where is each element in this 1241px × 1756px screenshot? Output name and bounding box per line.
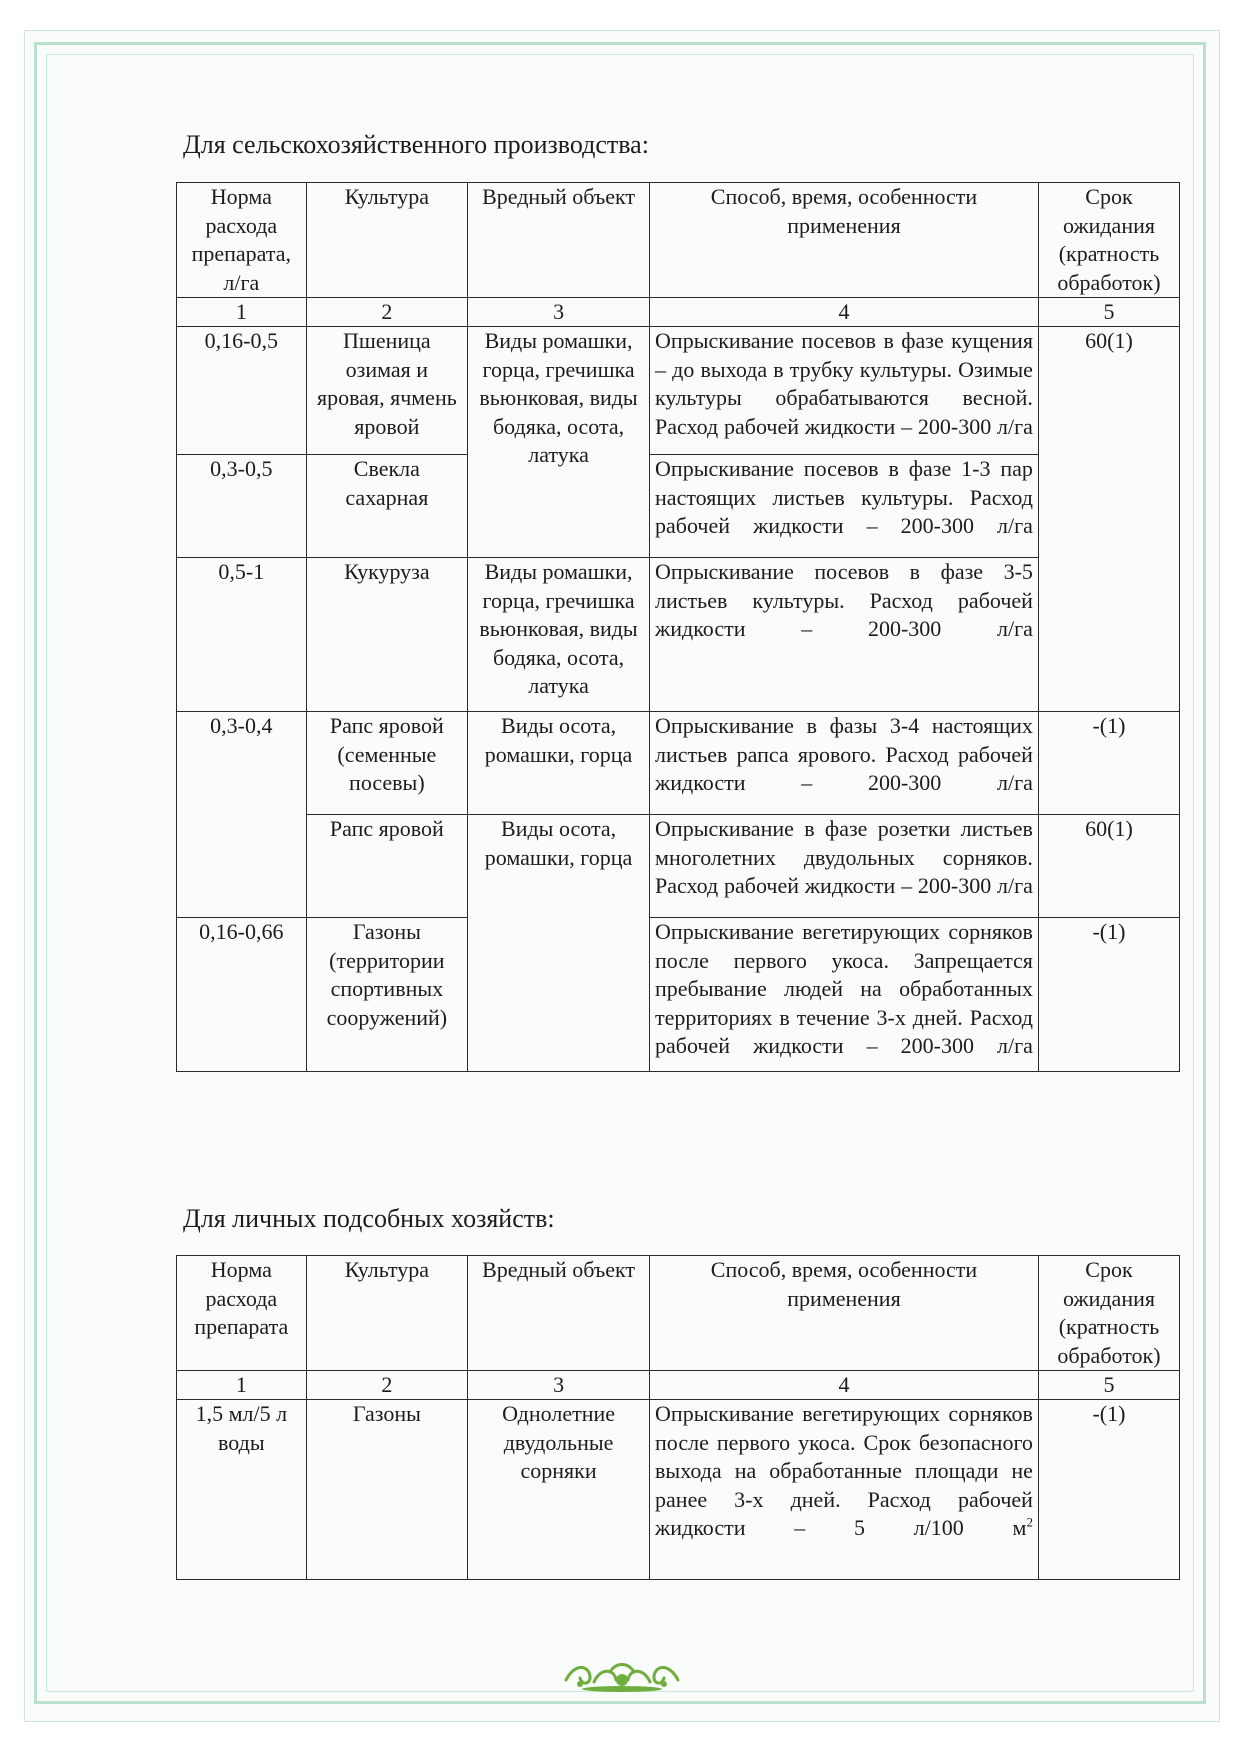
rate-cell: 0,3-0,4 bbox=[177, 712, 307, 918]
rate-cell: 0,16-0,5 bbox=[177, 327, 307, 455]
header-cell: Норма расхода препарата, л/га bbox=[177, 183, 307, 298]
header-cell: Срок ожидания (кратность обработок) bbox=[1038, 1256, 1179, 1371]
crop-cell: Газоны (территории спортивных сооружений) bbox=[306, 918, 467, 1072]
table-row bbox=[177, 455, 1180, 558]
column-number: 1 bbox=[177, 1371, 307, 1400]
method-text: Опрыскивание вегетирующих сорняков после первого укоса. Срок безопасного выхода на обработанные площади не ранее 3-х дней. Расход рабочей жидкости – 5 л/100 м bbox=[655, 1401, 1033, 1540]
header-cell: Культура bbox=[306, 183, 467, 298]
rate-cell: 1,5 мл/5 л воды bbox=[177, 1400, 307, 1580]
method-cell: Опрыскивание посевов в фазе 3-5 листьев культуры. Расход рабочей жидкости – 200-300 л/га bbox=[650, 558, 1039, 712]
crop-cell: Рапс яровой bbox=[306, 815, 467, 918]
method-cell bbox=[650, 1400, 1039, 1580]
header-cell: Вредный объект bbox=[468, 1256, 650, 1371]
method-cell: Опрыскивание вегетирующих сорняков после первого укоса. Запрещается пребывание людей на обработанных территориях в течение 3-х дней. Расход рабочей жидкости – 200-300 л/га bbox=[650, 918, 1039, 1072]
waiting-period-cell: -(1) bbox=[1038, 1400, 1179, 1580]
table-row bbox=[177, 712, 1180, 815]
table-row bbox=[177, 1400, 1180, 1580]
column-number: 5 bbox=[1038, 1371, 1179, 1400]
waiting-period-cell: -(1) bbox=[1038, 712, 1179, 815]
column-number: 2 bbox=[306, 1371, 467, 1400]
method-cell: Опрыскивание в фазы 3-4 настоящих листьев рапса ярового. Расход рабочей жидкости – 200-300 л/га bbox=[650, 712, 1039, 815]
waiting-period-cell: -(1) bbox=[1038, 918, 1179, 1072]
waiting-period-cell: 60(1) bbox=[1038, 815, 1179, 918]
column-number-row bbox=[177, 1371, 1180, 1400]
column-number: 3 bbox=[468, 1371, 650, 1400]
target-cell: Виды ромашки, горца, гречишка вьюнковая, виды бодяка, осота, латука bbox=[468, 327, 650, 558]
column-number-row bbox=[177, 298, 1180, 327]
private-usage-table bbox=[176, 1255, 1180, 1580]
target-cell-empty bbox=[468, 918, 650, 1072]
table-header-row bbox=[177, 183, 1180, 298]
ornament-icon bbox=[560, 1658, 684, 1694]
column-number: 4 bbox=[650, 298, 1039, 327]
crop-cell: Пшеница озимая и яровая, ячмень яровой bbox=[306, 327, 467, 455]
header-cell: Вредный объект bbox=[468, 183, 650, 298]
table-header-row bbox=[177, 1256, 1180, 1371]
header-cell: Способ, время, особенности применения bbox=[650, 183, 1039, 298]
crop-cell: Газоны bbox=[306, 1400, 467, 1580]
method-cell: Опрыскивание в фазе розетки листьев многолетних двудольных сорняков. Расход рабочей жидкости – 200-300 л/га bbox=[650, 815, 1039, 918]
method-cell: Опрыскивание посевов в фазе 1-3 пар настоящих листьев культуры. Расход рабочей жидкости – 200-300 л/га bbox=[650, 455, 1039, 558]
table-row bbox=[177, 327, 1180, 455]
table-row bbox=[177, 558, 1180, 712]
table-row bbox=[177, 918, 1180, 1072]
column-number: 4 bbox=[650, 1371, 1039, 1400]
column-number: 5 bbox=[1038, 298, 1179, 327]
crop-cell: Свекла сахарная bbox=[306, 455, 467, 558]
superscript: 2 bbox=[1026, 1514, 1033, 1530]
crop-cell: Рапс яровой (семенные посевы) bbox=[306, 712, 467, 815]
agricultural-usage-table bbox=[176, 182, 1180, 1072]
method-cell: Опрыскивание посевов в фазе кущения – до выхода в трубку культуры. Озимые культуры обрабатываются весной. Расход рабочей жидкости – 200-300 л/га bbox=[650, 327, 1039, 455]
crop-cell: Кукуруза bbox=[306, 558, 467, 712]
header-cell: Норма расхода препарата bbox=[177, 1256, 307, 1371]
section-title-private: Для личных подсобных хозяйств: bbox=[183, 1204, 555, 1233]
rate-cell: 0,3-0,5 bbox=[177, 455, 307, 558]
column-number: 1 bbox=[177, 298, 307, 327]
header-cell: Срок ожидания (кратность обработок) bbox=[1038, 183, 1179, 298]
header-cell: Способ, время, особенности применения bbox=[650, 1256, 1039, 1371]
column-number: 2 bbox=[306, 298, 467, 327]
target-cell: Виды осота, ромашки, горца bbox=[468, 712, 650, 815]
column-number: 3 bbox=[468, 298, 650, 327]
target-cell: Виды осота, ромашки, горца bbox=[468, 815, 650, 918]
waiting-period-cell: 60(1) bbox=[1038, 327, 1179, 712]
target-cell: Однолетние двудольные сорняки bbox=[468, 1400, 650, 1580]
target-cell: Виды ромашки, горца, гречишка вьюнковая, виды бодяка, осота, латука bbox=[468, 558, 650, 712]
header-cell: Культура bbox=[306, 1256, 467, 1371]
rate-cell: 0,5-1 bbox=[177, 558, 307, 712]
section-title-agricultural: Для сельскохозяйственного производства: bbox=[183, 130, 649, 159]
table-row bbox=[177, 815, 1180, 918]
rate-cell: 0,16-0,66 bbox=[177, 918, 307, 1072]
